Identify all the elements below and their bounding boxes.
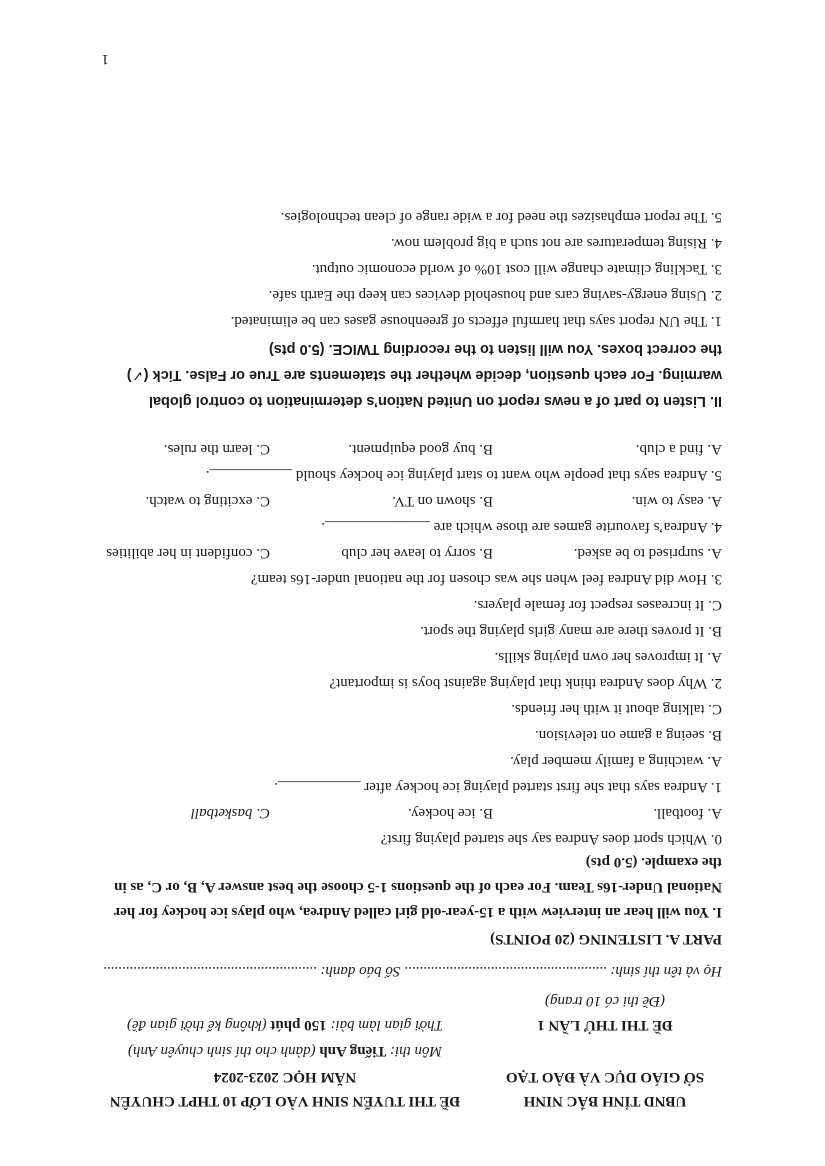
exam-title: ĐỀ THI THỬ LẦN 1 [537, 1017, 673, 1033]
subject-line [90, 1042, 480, 1060]
statement: 3. Tackling climate change will cost 10% of world economic output. [311, 261, 722, 277]
option-a: A. find a club. [635, 441, 722, 457]
question-stem: 4. Andrea’s favourite games are those which are ______________. [321, 519, 722, 535]
option-b: B. sorry to leave her club [341, 545, 493, 561]
option-a: A. football. [653, 805, 722, 821]
option-a: A. surprised to be asked. [573, 545, 722, 561]
time-label: Thời gian làm bài: [326, 1017, 444, 1033]
option-b: B. seeing a game on television. [534, 727, 722, 743]
question-stem: 2. Why does Andrea think that playing against boys is important? [329, 675, 722, 691]
question-stem: 0. Which sport does Andrea say she started playing first? [380, 831, 722, 847]
option-c: C. basketball [190, 805, 270, 821]
statement: 1. The UN report says that harmful effects of greenhouse gases can be eliminated. [230, 313, 722, 329]
time-value: 150 phút [270, 1017, 327, 1033]
subject-note: (dành cho thí sinh chuyên Anh) [127, 1043, 320, 1059]
header-school-year: NĂM HỌC 2023-2024 [213, 1069, 357, 1085]
section-2-instruction: II. Listen to part of a news report on United Nation’s determination to control global warming. For each question, decide whether the statements are True or False. Tick (✓) the correct boxes. You will listen to the recording TWICE. (5.0 pts) [126, 341, 722, 409]
part-a-title: PART A. LISTENING (20 POINTS) [490, 931, 722, 947]
question-stem: 1. Andrea says that she first started playing ice hockey after ___________. [274, 779, 722, 795]
time-line [90, 1016, 480, 1034]
subject-label: Môn thi: [386, 1043, 443, 1059]
statement: 2. Using energy-saving cars and household devices can keep the Earth safe. [268, 287, 722, 303]
option-c: C. confident in her abilities [106, 545, 270, 561]
option-b: B. buy good equipment. [348, 441, 493, 457]
option-c: C. It increases respect for female players. [473, 597, 722, 613]
option-c: C. talking about it with her friends. [511, 701, 722, 717]
option-c: C. learn the rules. [163, 441, 270, 457]
header-office: SỞ GIÁO DỤC VÀ ĐÀO TẠO [505, 1069, 705, 1085]
candidate-line: Họ và tên thí sinh: ...................................................... Số báo danh: ......................................................... [102, 963, 722, 979]
option-c: C. exciting to watch. [145, 493, 270, 509]
header-department: UBND TỈNH BẮC NINH [523, 1093, 687, 1109]
time-note: (không kể thời gian đề) [126, 1017, 271, 1033]
pages-note: (Đề thi có 10 trang) [545, 993, 665, 1009]
statement: 5. The report emphasizes the need for a wide range of clean technologies. [280, 209, 722, 225]
question-stem: 5. Andrea says that people who want to start playing ice hockey should ___________. [205, 467, 722, 483]
option-b: B. It proves there are many girls playing the sport. [419, 623, 722, 639]
option-a: A. It improves her own playing skills. [494, 649, 722, 665]
option-a: A. easy to win. [631, 493, 722, 509]
option-a: A. watching a family member play. [510, 753, 722, 769]
statement: 4. Rising temperatures are not such a big problem now. [390, 235, 722, 251]
option-b: B. ice hockey. [408, 805, 493, 821]
section-1-instruction: I. You will hear an interview with a 15-year-old girl called Andrea, who plays ice hockey for her National Under-16s Team. For each of the questions 1-5 choose the best answer A, B, or C, as in the example. (5.0 pts) [113, 854, 722, 920]
header-exam-name: ĐỀ THI TUYỂN SINH VÀO LỚP 10 THPT CHUYÊN [109, 1093, 461, 1109]
page-number: 1 [101, 51, 109, 67]
subject-value: Tiếng Anh [319, 1043, 387, 1059]
question-stem: 3. How did Andrea feel when she was chosen for the national under-16s team? [250, 571, 722, 587]
option-b: B. shown on TV. [392, 493, 493, 509]
